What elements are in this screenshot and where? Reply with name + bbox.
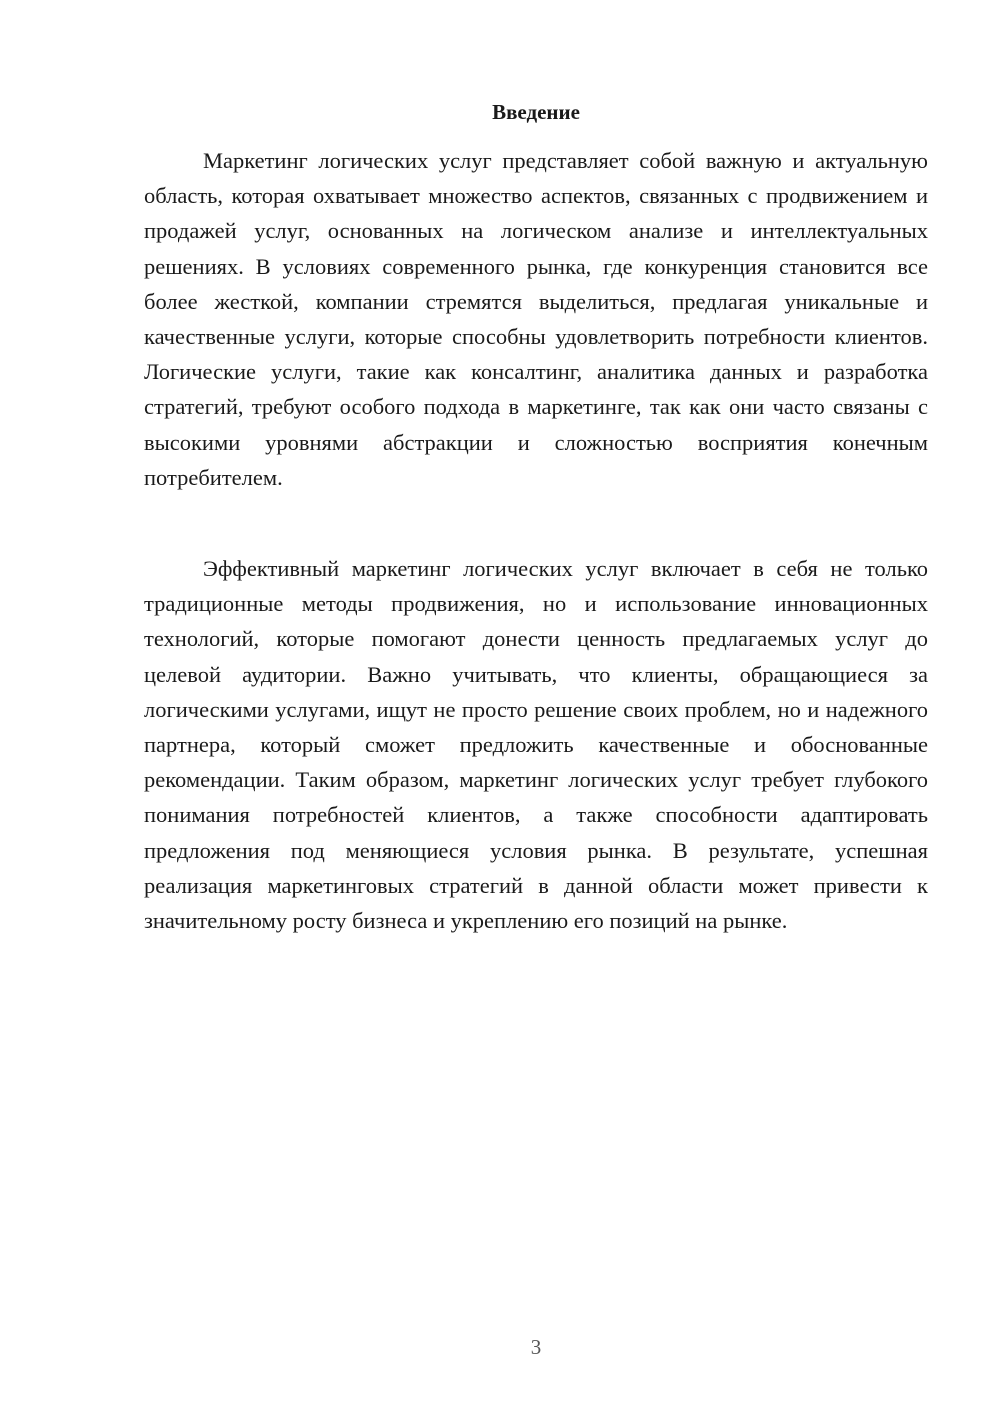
page-number: 3: [530, 1335, 542, 1359]
paragraph-2: Эффективный маркетинг логических услуг включает в себя не только традиционные методы продвижения, но и использование инновационных технологий, которые помогают донести ценность предлагаемых услуг до целевой аудитории. Важно учитывать, что клиенты, обращающиеся за логическими услугами, ищут не просто решение своих проблем, но и надежного партнера, который сможет предложить качественные и обоснованные рекомендации. Таким образом, маркетинг логических услуг требует глубокого понимания потребностей клиентов, а также способности адаптировать предложения под меняющиеся условия рынка. В результате, успешная реализация маркетинговых стратегий в данной области может привести к значительному росту бизнеса и укреплению его позиций на рынке.: [144, 556, 928, 934]
section-heading: Введение: [492, 100, 580, 124]
paragraph-1: Маркетинг логических услуг представляет собой важную и актуальную область, которая охватывает множество аспектов, связанных с продвижением и продажей услуг, основанных на логическом анализе и интеллектуальных решениях. В условиях современного рынка, где конкуренция становится все более жесткой, компании стремятся выделиться, предлагая уникальные и качественные услуги, которые способны удовлетворить потребности клиентов. Логические услуги, такие как консалтинг, аналитика данных и разработка стратегий, требуют особого подхода в маркетинге, так как они часто связаны с высокими уровнями абстракции и сложностью восприятия конечным потребителем.: [144, 148, 928, 490]
